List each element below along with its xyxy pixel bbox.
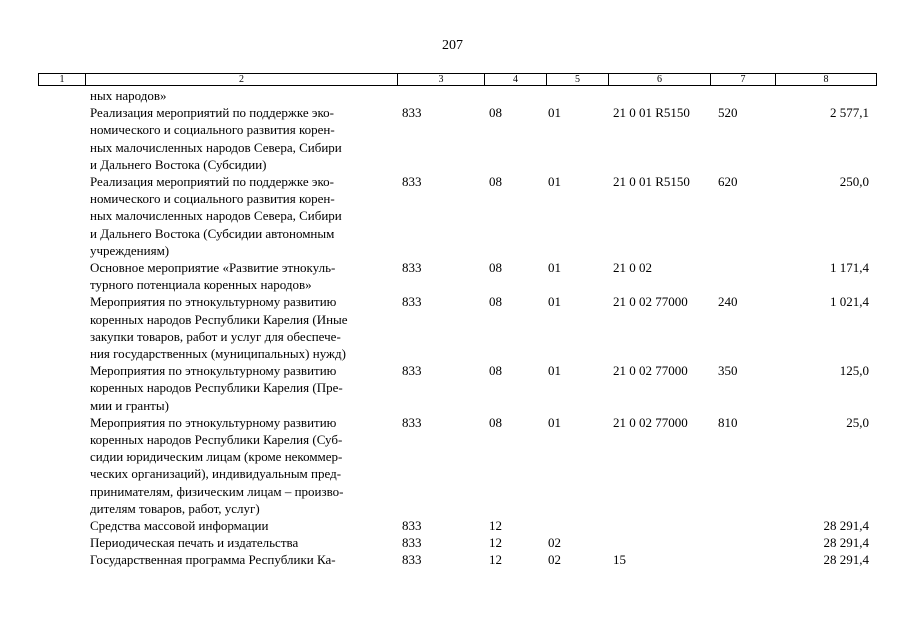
target-item-code	[608, 87, 710, 104]
section-code: 08	[489, 294, 502, 310]
amount: 28 291,4	[823, 535, 869, 551]
description-line: Периодическая печать и издательства	[90, 535, 299, 551]
subsection-code: 01	[548, 294, 561, 310]
column-header-6: 6	[609, 74, 711, 86]
ministry-code: 833	[402, 105, 422, 121]
section-code: 08	[489, 260, 502, 276]
target-item-code: 15	[613, 552, 626, 568]
target-item-code	[608, 534, 710, 551]
amount	[775, 87, 876, 104]
description-line: и Дальнего Востока (Субсидии автономным	[90, 225, 335, 241]
table-row	[38, 259, 876, 293]
description-line: коренных народов Республики Карелия (Пре-	[90, 380, 343, 396]
ministry-code: 833	[402, 414, 422, 430]
table-row	[38, 414, 876, 517]
description-line: Реализация мероприятий по поддержке эко-	[90, 174, 334, 190]
description-line: номического и социального развития корен-	[90, 191, 335, 207]
table-row	[38, 293, 876, 362]
amount: 250,0	[839, 174, 869, 190]
description-line: коренных народов Республики Карелия (Суб-	[90, 432, 343, 448]
table-row	[38, 534, 876, 551]
budget-table-body	[38, 87, 876, 569]
expense-type-code	[710, 87, 775, 104]
table-row	[38, 87, 876, 104]
column-header-row	[39, 74, 877, 86]
section-code: 12	[489, 518, 502, 534]
section-code: 12	[489, 535, 502, 551]
column-header-5: 5	[547, 74, 609, 86]
target-item-code: 21 0 02 77000	[613, 363, 688, 379]
section-code	[484, 87, 546, 104]
description-line: ных народов»	[90, 88, 167, 103]
description-line: мии и гранты)	[90, 397, 169, 413]
ministry-code: 833	[402, 518, 422, 534]
amount: 25,0	[846, 414, 869, 430]
description-line: Мероприятия по этнокультурному развитию	[90, 414, 337, 430]
expense-type-code: 350	[718, 363, 738, 379]
ministry-code	[397, 87, 484, 104]
row-description	[38, 362, 397, 414]
table-row	[38, 104, 876, 173]
description-line: Мероприятия по этнокультурному развитию	[90, 294, 337, 310]
page-number: 207	[442, 38, 463, 53]
column-header-1: 1	[39, 74, 86, 86]
ministry-code: 833	[402, 552, 422, 568]
description-line: ных малочисленных народов Севера, Сибири	[90, 208, 342, 224]
column-header-table	[38, 73, 877, 86]
ministry-code: 833	[402, 294, 422, 310]
row-description	[38, 173, 397, 259]
target-item-code: 21 0 01 R5150	[613, 174, 690, 190]
row-description	[38, 551, 397, 568]
row-description	[38, 259, 397, 293]
expense-type-code	[710, 259, 775, 293]
column-header-7: 7	[711, 74, 776, 86]
description-line: Основное мероприятие «Развитие этнокуль-	[90, 260, 336, 276]
amount: 1 021,4	[830, 294, 869, 310]
table-row	[38, 173, 876, 259]
target-item-code: 21 0 01 R5150	[613, 105, 690, 121]
amount: 28 291,4	[823, 518, 869, 534]
description-line: Мероприятия по этнокультурному развитию	[90, 363, 337, 379]
row-description	[38, 517, 397, 534]
section-code: 08	[489, 105, 502, 121]
subsection-code	[546, 517, 608, 534]
table-row	[38, 362, 876, 414]
description-line: Государственная программа Республики Ка-	[90, 552, 336, 568]
subsection-code: 01	[548, 363, 561, 379]
description-line: коренных народов Республики Карелия (Иные	[90, 311, 348, 327]
description-line: ния государственных (муниципальных) нужд)	[90, 346, 346, 362]
section-code: 12	[489, 552, 502, 568]
expense-type-code	[710, 551, 775, 568]
subsection-code: 02	[548, 535, 561, 551]
expense-type-code: 240	[718, 294, 738, 310]
column-header-8: 8	[776, 74, 877, 86]
target-item-code: 21 0 02	[613, 260, 652, 276]
subsection-code: 01	[548, 105, 561, 121]
description-line: номического и социального развития корен-	[90, 122, 335, 138]
subsection-code: 02	[548, 552, 561, 568]
expense-type-code: 620	[718, 174, 738, 190]
description-line: принимателям, физическим лицам – произво-	[90, 483, 344, 499]
row-description	[38, 414, 397, 517]
column-header-4: 4	[485, 74, 547, 86]
column-header-3: 3	[398, 74, 485, 86]
row-description	[38, 534, 397, 551]
table-row	[38, 517, 876, 534]
target-item-code: 21 0 02 77000	[613, 414, 688, 430]
description-line: учреждениям)	[90, 242, 170, 258]
description-line: Реализация мероприятий по поддержке эко-	[90, 105, 334, 121]
expense-type-code	[710, 517, 775, 534]
amount: 1 171,4	[830, 260, 869, 276]
description-line: Средства массовой информации	[90, 518, 269, 534]
target-item-code	[608, 517, 710, 534]
amount: 2 577,1	[830, 105, 869, 121]
ministry-code: 833	[402, 363, 422, 379]
subsection-code: 01	[548, 174, 561, 190]
section-code: 08	[489, 174, 502, 190]
ministry-code: 833	[402, 174, 422, 190]
expense-type-code: 810	[718, 414, 738, 430]
description-line: турного потенциала коренных народов»	[90, 277, 312, 293]
subsection-code: 01	[548, 260, 561, 276]
expense-type-code: 520	[718, 105, 738, 121]
target-item-code: 21 0 02 77000	[613, 294, 688, 310]
description-line: закупки товаров, работ и услуг для обеспече-	[90, 328, 341, 344]
description-line: сидии юридическим лицам (кроме некоммер-	[90, 449, 343, 465]
amount: 28 291,4	[823, 552, 869, 568]
subsection-code	[546, 87, 608, 104]
expense-type-code	[710, 534, 775, 551]
section-code: 08	[489, 414, 502, 430]
description-line: дителям товаров, работ, услуг)	[90, 500, 260, 516]
table-row	[38, 551, 876, 568]
ministry-code: 833	[402, 535, 422, 551]
description-line: ческих организаций), индивидуальным пред-	[90, 466, 342, 482]
section-code: 08	[489, 363, 502, 379]
row-description	[38, 104, 397, 173]
description-line: ных малочисленных народов Севера, Сибири	[90, 139, 342, 155]
ministry-code: 833	[402, 260, 422, 276]
row-description	[38, 87, 397, 104]
column-header-2: 2	[86, 74, 398, 86]
description-line: и Дальнего Востока (Субсидии)	[90, 156, 267, 172]
row-description	[38, 293, 397, 362]
subsection-code: 01	[548, 414, 561, 430]
amount: 125,0	[839, 363, 869, 379]
